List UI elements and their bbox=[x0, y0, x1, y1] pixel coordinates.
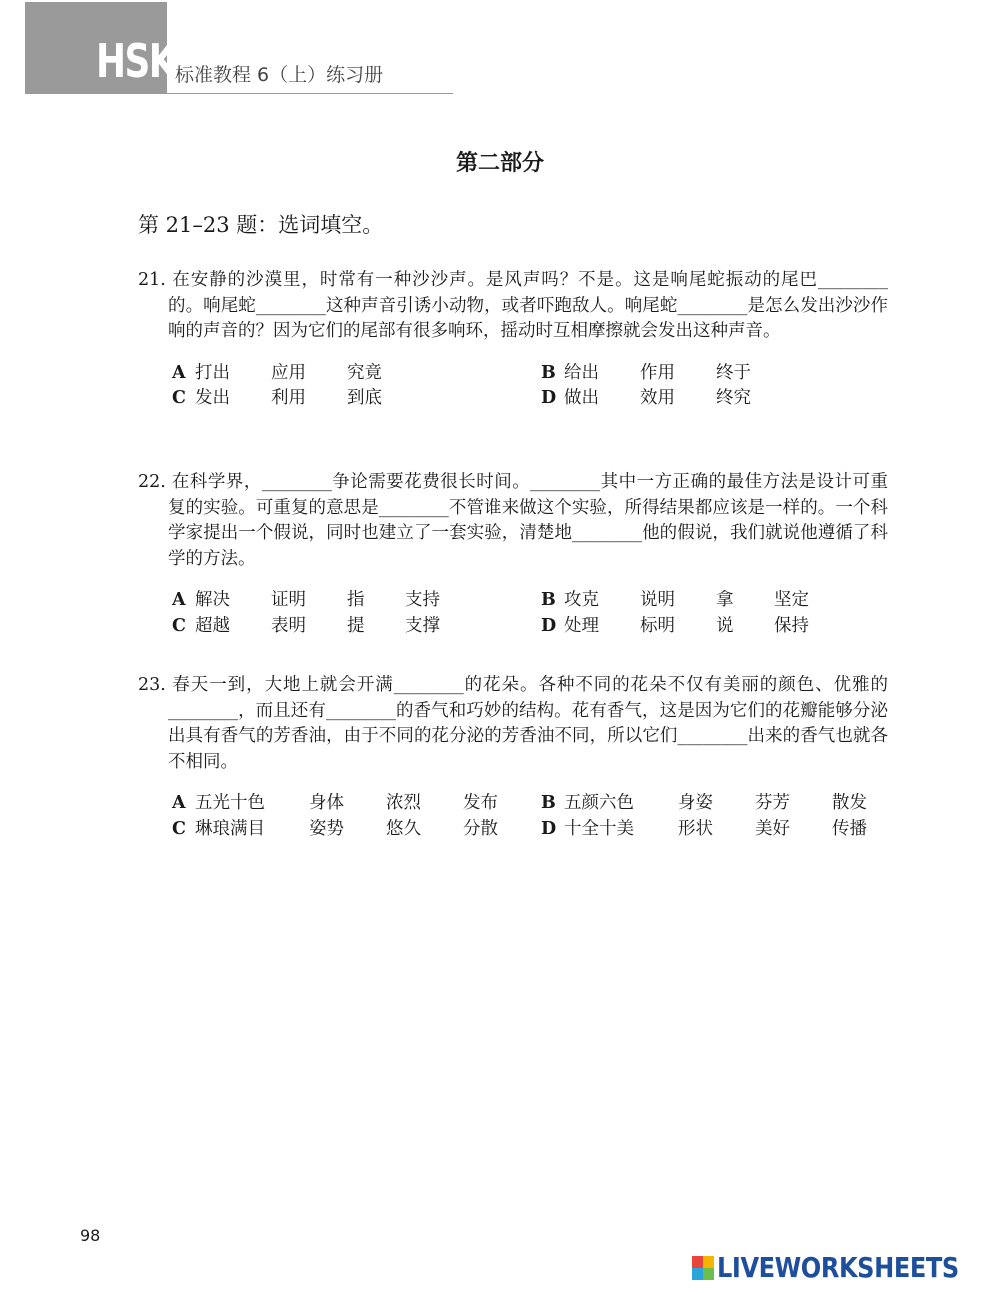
option-word: 发出 bbox=[195, 388, 230, 408]
option-word: 悠久 bbox=[386, 818, 421, 839]
option-word: 做出 bbox=[564, 388, 599, 408]
option-word: 超越 bbox=[195, 615, 230, 636]
option-word: 表明 bbox=[271, 615, 306, 636]
option-b[interactable] bbox=[541, 588, 809, 614]
section-title: 第二部分 bbox=[455, 150, 544, 176]
option-d[interactable] bbox=[541, 386, 751, 412]
question-22 bbox=[138, 470, 888, 639]
option-word: 说明 bbox=[640, 590, 675, 610]
option-word: 终于 bbox=[716, 362, 751, 383]
page-number: 98 bbox=[80, 1226, 101, 1245]
option-label: A bbox=[172, 590, 186, 610]
option-c[interactable] bbox=[172, 386, 541, 412]
option-word: 给出 bbox=[564, 362, 599, 383]
option-label: D bbox=[541, 615, 557, 636]
option-word: 发布 bbox=[463, 793, 498, 813]
option-word: 到底 bbox=[347, 388, 382, 408]
option-word: 攻克 bbox=[564, 590, 599, 610]
option-b[interactable] bbox=[541, 791, 867, 817]
option-word: 应用 bbox=[271, 362, 306, 383]
option-word: 支持 bbox=[405, 590, 440, 610]
option-d[interactable] bbox=[541, 817, 867, 843]
option-c[interactable] bbox=[172, 817, 541, 843]
option-a[interactable] bbox=[172, 361, 541, 387]
option-word: 究竟 bbox=[347, 362, 382, 383]
option-word: 浓烈 bbox=[386, 793, 421, 813]
question-text: 22. 在科学界，________争论需要花费很长时间。________其中一方正确的最佳方法是设计可重复的实验。可重复的意思是________不管谁来做这个实验，所得结果都应该是一样的。一个科学家提出一个假说，同时也建立了一套实验，清楚地________他的假说，我们就说他遵循了科学的方法。 bbox=[138, 472, 888, 569]
option-word: 支撑 bbox=[405, 615, 440, 636]
option-word: 琳琅满目 bbox=[195, 818, 265, 839]
option-c[interactable] bbox=[172, 614, 541, 640]
option-word: 拿 bbox=[716, 590, 734, 610]
option-label: C bbox=[172, 615, 186, 636]
option-a[interactable] bbox=[172, 588, 541, 614]
option-word: 提 bbox=[347, 615, 365, 636]
option-d[interactable] bbox=[541, 614, 809, 640]
question-text: 21. 在安静的沙漠里，时常有一种沙沙声。是风声吗？不是。这是响尾蛇振动的尾巴________的。响尾蛇________这种声音引诱小动物，或者吓跑敌人。响尾蛇________是怎么发出沙沙作响的声音的？因为它们的尾部有很多响环，摇动时互相摩擦就会发出这种声音。 bbox=[138, 270, 888, 341]
option-word: 十全十美 bbox=[564, 818, 634, 839]
option-word: 处理 bbox=[564, 615, 599, 636]
options bbox=[138, 588, 888, 639]
instruction: 第 21–23 题：选词填空。 bbox=[138, 213, 384, 237]
option-word: 姿势 bbox=[309, 818, 344, 839]
option-a[interactable] bbox=[172, 791, 541, 817]
question-text: 23. 春天一到，大地上就会开满________的花朵。各种不同的花朵不仅有美丽的颜色、优雅的________，而且还有________的香气和巧妙的结构。花有香气，这是因为它们的花瓣能够分泌出具有香气的芳香油，由于不同的花分泌的芳香油不同，所以它们________出来的香气也就各不相同。 bbox=[138, 675, 888, 772]
option-word: 身体 bbox=[309, 793, 344, 813]
option-label: B bbox=[541, 362, 556, 383]
liveworksheets-logo-icon bbox=[692, 1256, 714, 1280]
option-word: 解决 bbox=[195, 590, 230, 610]
option-word: 说 bbox=[716, 615, 734, 636]
option-word: 利用 bbox=[271, 388, 306, 408]
option-word: 保持 bbox=[774, 615, 809, 636]
header-divider bbox=[167, 93, 453, 94]
option-word: 打出 bbox=[195, 362, 230, 383]
option-word: 指 bbox=[347, 590, 365, 610]
option-word: 分散 bbox=[463, 818, 498, 839]
option-word: 五颜六色 bbox=[564, 793, 634, 813]
option-label: D bbox=[541, 388, 557, 408]
option-word: 芬芳 bbox=[755, 793, 790, 813]
option-word: 五光十色 bbox=[195, 793, 265, 813]
option-label: B bbox=[541, 793, 556, 813]
question-21 bbox=[138, 268, 888, 412]
option-label: C bbox=[172, 388, 186, 408]
liveworksheets-watermark bbox=[692, 1251, 998, 1284]
watermark-text: LIVEWORKSHEETS bbox=[717, 1251, 959, 1284]
option-word: 身姿 bbox=[678, 793, 713, 813]
option-label: D bbox=[541, 818, 557, 839]
option-label: C bbox=[172, 818, 186, 839]
hsk-logo: HSK bbox=[96, 34, 175, 88]
option-word: 坚定 bbox=[774, 590, 809, 610]
option-word: 形状 bbox=[678, 818, 713, 839]
option-word: 证明 bbox=[271, 590, 306, 610]
option-word: 散发 bbox=[832, 793, 867, 813]
options bbox=[138, 361, 888, 412]
option-label: B bbox=[541, 590, 556, 610]
option-b[interactable] bbox=[541, 361, 751, 387]
option-word: 传播 bbox=[832, 818, 867, 839]
option-word: 美好 bbox=[755, 818, 790, 839]
option-label: A bbox=[172, 793, 186, 813]
question-23 bbox=[138, 673, 888, 842]
options bbox=[138, 791, 888, 842]
option-word: 效用 bbox=[640, 388, 675, 408]
book-title: 标准教程 6（上）练习册 bbox=[175, 64, 384, 86]
option-word: 作用 bbox=[640, 362, 675, 383]
option-label: A bbox=[172, 362, 186, 383]
option-word: 标明 bbox=[640, 615, 675, 636]
option-word: 终究 bbox=[716, 388, 751, 408]
